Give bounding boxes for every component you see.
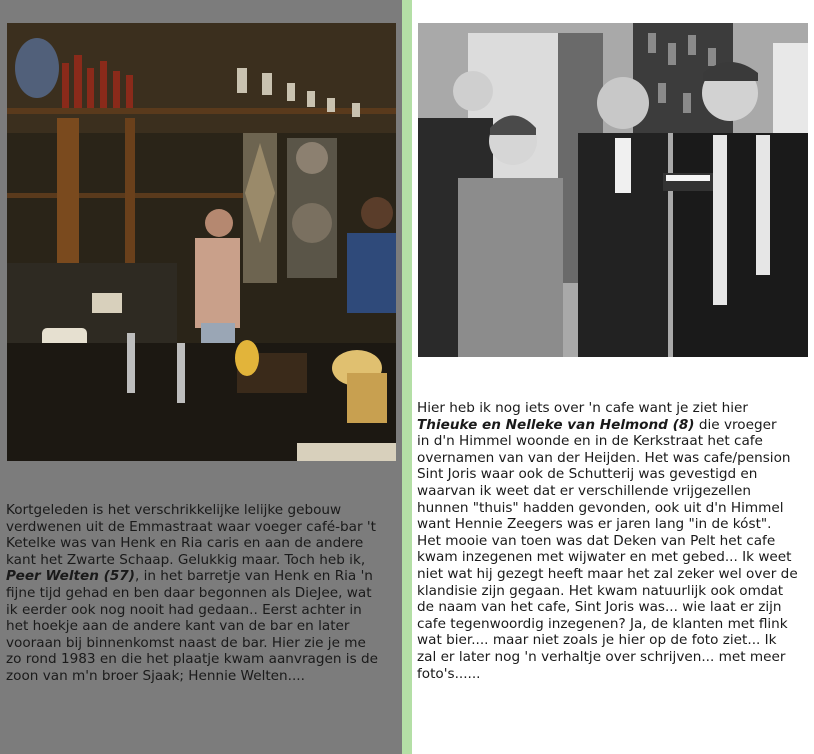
left-caption-text-1: Kortgeleden is het verschrikkelijke lelijke gebouw verdwenen uit de Emmastraat waar voeger café-bar 't Ketelke was van Henk en Ria caris en aan de andere kant het Zwarte Schaap. Gelukkig maar. Toch heb ik, [6, 502, 376, 568]
left-caption-highlight: Peer Welten (57) [6, 568, 135, 585]
right-caption-highlight: Thieuke en Nelleke van Helmond (8) [417, 416, 695, 433]
bar-photo [7, 23, 396, 461]
right-caption [417, 400, 809, 682]
right-caption-text-1: Hier heb ik nog iets over 'n cafe want je ziet hier [417, 400, 748, 416]
right-caption-text-2: die vroeger in d'n Himmel woonde en in de Kerkstraat het cafe overnamen van van der Heijden. Het was cafe/pension Sint Joris waar ook de Schutterij was gevestigd en waarvan ik weet dat er verschillende vrijgezellen hunnen "thuis" hadden gevonden, ook uit d'n Himmel want Hennie Zeegers was er jaren lang "in de kóst". Het mooie van toen was dat Deken van Pelt het cafe kwam inzegenen met wijwater en met gebed... Ik weet niet wat hij gezegt heeft maar het zal zeker wel over de klandisie zijn gegaan. Het kwam natuurlijk ook omdat de naam van het cafe, Sint Joris was... wie laat er zijn cafe tegenwoordig inzegenen? Ja, de klanten met flink wat bier.... maar niet zoals je hier op de foto ziet... Ik zal er later nog 'n verhaltje over schrijven... met meer foto's...... [417, 416, 798, 682]
left-caption [6, 502, 398, 685]
left-caption-text-2: , in het barretje van Henk en Ria 'n fijne tijd gehad en ben daar begonnen als DieJee, wat ik eerder ook nog nooit had gedaan.. Eerst achter in het hoekje aan de andere kant van de bar en later vooraan bij binnenkomst naast de bar. Hier zie je me zo rond 1983 en die het plaatje kwam aanvragen is de zoon van m'n broer Sjaak; Hennie Welten.... [6, 568, 378, 684]
blessing-photo [418, 23, 808, 357]
panel-divider [402, 0, 412, 754]
